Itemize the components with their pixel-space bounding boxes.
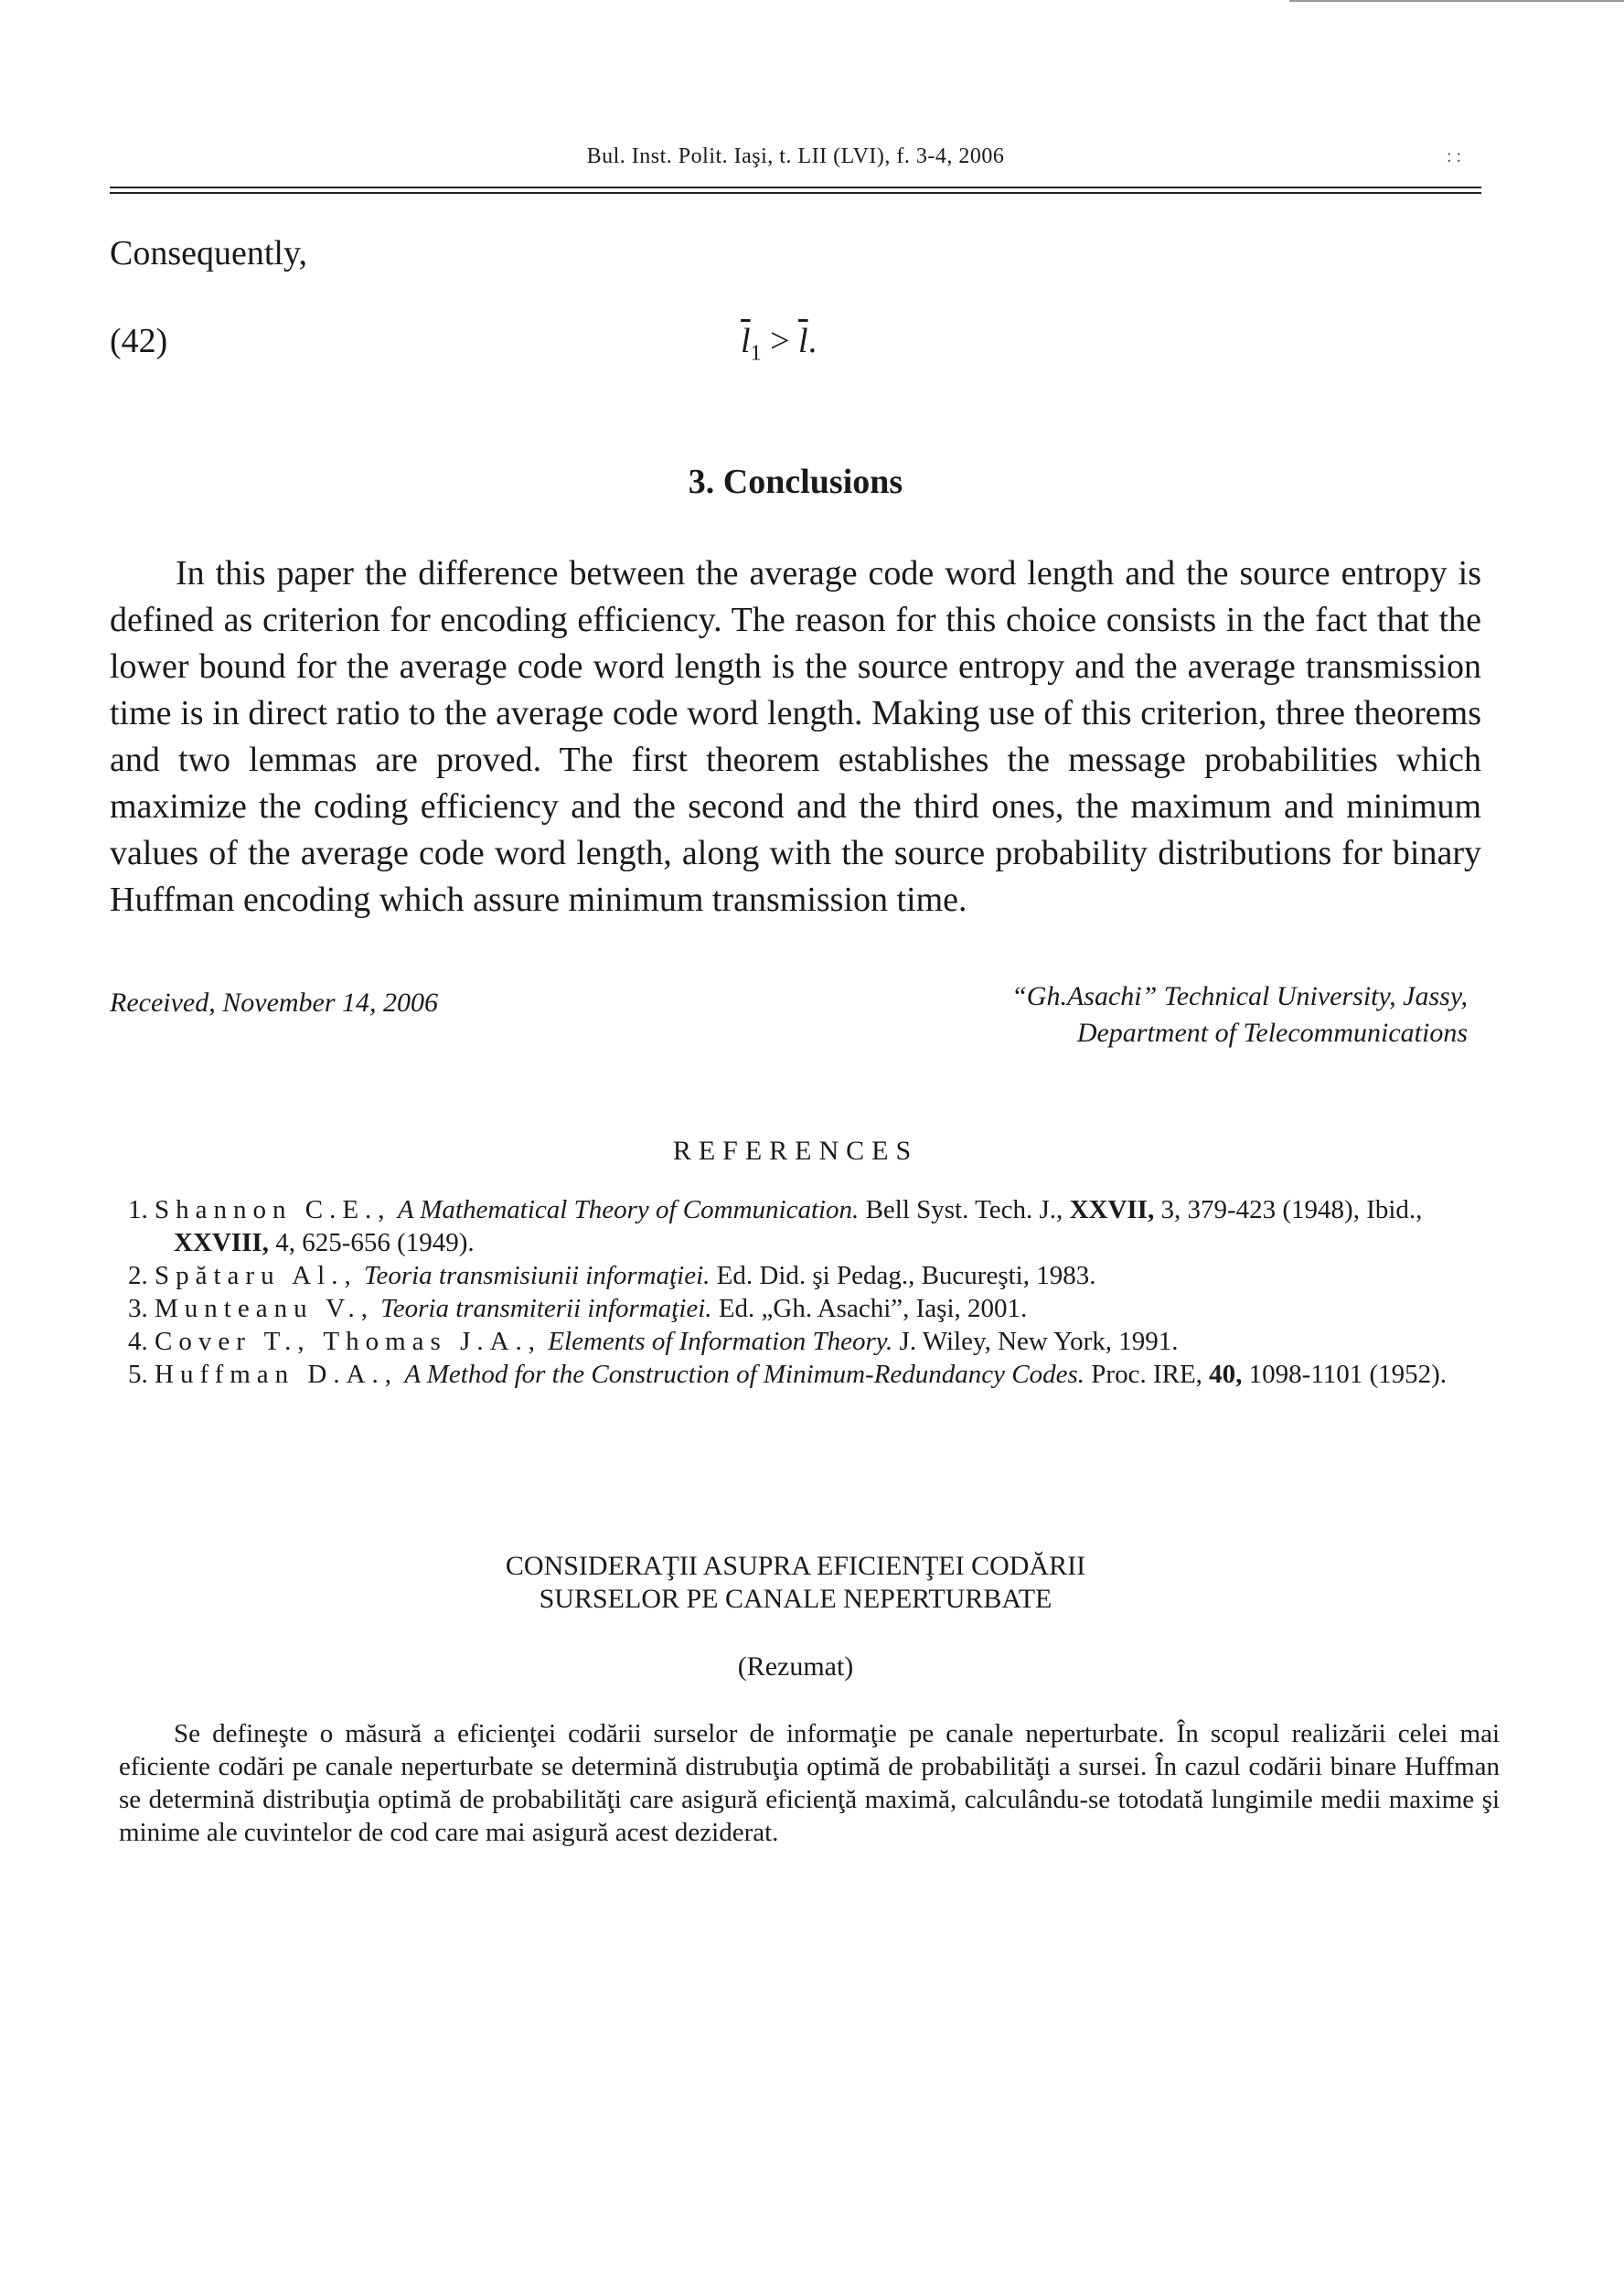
affiliation-line-1: “Gh.Asachi” Technical University, Jassy, xyxy=(1011,981,1468,1011)
reference-volume-2: XXVIII, xyxy=(174,1228,269,1257)
reference-source: Ed. „Gh. Asachi”, Iaşi, 2001. xyxy=(718,1294,1028,1323)
reference-pages-2: 4, 625-656 (1949). xyxy=(268,1228,475,1257)
reference-title: A Method for the Construction of Minimum-Redundancy Codes. xyxy=(404,1360,1085,1389)
equation-rhs: $\overline{l}$ xyxy=(798,322,808,360)
affiliation xyxy=(823,978,1468,1052)
reference-item xyxy=(128,1325,1490,1358)
equation-lhs: $\overline{l}$ xyxy=(741,322,751,360)
reference-title: Teoria transmisiunii informaţiei. xyxy=(364,1261,710,1290)
reference-item xyxy=(128,1292,1490,1325)
reference-author: Munteanu V., xyxy=(155,1294,375,1323)
reference-source: Bell Syst. Tech. J., xyxy=(865,1195,1063,1224)
equation-relation: > xyxy=(761,322,798,360)
reference-item xyxy=(128,1193,1490,1259)
equation-42 xyxy=(741,318,817,378)
conclusions-paragraph: In this paper the difference between the average code word length and the source entropy is defined as criterion for encoding efficiency. The reason for this choice consists in the fact that the lower bound for the average code word length is the source entropy and the average transmission time is in direct ratio to the average code word length. Making use of this criterion, three theorems and two lemmas are proved. The first theorem establishes the message probabilities which maximize the coding efficiency and the second and the third ones, the maximum and minimum values of the average code word length, along with the source probability distributions for binary Huffman encoding which assure minimum transmission time. xyxy=(110,554,1481,919)
reference-item xyxy=(128,1259,1490,1292)
equation-lhs-subscript: 1 xyxy=(750,341,762,366)
reference-item xyxy=(128,1358,1490,1391)
reference-author: Cover T., Thomas J.A., xyxy=(155,1327,542,1356)
scan-edge-line xyxy=(1289,0,1624,2)
reference-number: 1. xyxy=(128,1195,148,1224)
running-head: Bul. Inst. Polit. Iaşi, t. LII (LVI), f. 3-4, 2006 xyxy=(586,144,1005,168)
reference-title: A Mathematical Theory of Communication. xyxy=(397,1195,860,1224)
reference-volume: 40, xyxy=(1209,1360,1243,1389)
summary-paragraph: Se defineşte o măsură a eficienţei codării surselor de informaţie pe canale neperturbate. În scopul realizării celei mai eficiente codări pe canale neperturbate se determină distrubuţia optimă de probabilităţi a sursei. În cazul codării binare Huffman se determină distribuţia optimă de probabilităţi care asigură eficienţă maximă, calculându-se totodată lungimile medii maxime şi minime ale cuvintelor de cod care mai asigură acest deziderat. xyxy=(119,1719,1500,1847)
reference-source: Ed. Did. şi Pedag., Bucureşti, 1983. xyxy=(716,1261,1096,1290)
equation-period: . xyxy=(807,322,817,360)
header-rule-top xyxy=(110,187,1481,188)
summary-title-line-2: SURSELOR PE CANALE NEPERTURBATE xyxy=(539,1584,1052,1614)
reference-pages: 3, 379-423 (1948), Ibid., xyxy=(1154,1195,1423,1224)
affiliation-line-2: Department of Telecommunications xyxy=(1076,1018,1468,1048)
reference-volume: XXVII, xyxy=(1069,1195,1155,1224)
reference-number: 2. xyxy=(128,1261,148,1290)
page-mark: : : xyxy=(1447,146,1462,166)
reference-title: Teoria transmiterii informaţiei. xyxy=(380,1294,712,1323)
reference-source: J. Wiley, New York, 1991. xyxy=(899,1327,1179,1356)
section-title: 3. Conclusions xyxy=(688,463,903,501)
header-rule-bottom xyxy=(110,192,1481,194)
reference-number: 3. xyxy=(128,1294,148,1323)
summary-title xyxy=(110,1550,1481,1616)
summary-subtitle: (Rezumat) xyxy=(737,1651,854,1682)
reference-author: Huffman D.A., xyxy=(155,1360,399,1389)
references-heading: REFERENCES xyxy=(672,1136,919,1166)
reference-author: Spătaru Al., xyxy=(155,1261,358,1290)
summary-title-line-1: CONSIDERAŢII ASUPRA EFICIENŢEI CODĂRII xyxy=(505,1551,1086,1581)
received-date: Received, November 14, 2006 xyxy=(110,988,439,1018)
reference-number: 4. xyxy=(128,1327,148,1356)
equation-number: (42) xyxy=(110,322,168,360)
reference-source: Proc. IRE, xyxy=(1091,1360,1202,1389)
reference-number: 5. xyxy=(128,1360,148,1389)
consequently-text: Consequently, xyxy=(110,234,308,272)
reference-title: Elements of Information Theory. xyxy=(548,1327,893,1356)
references-list xyxy=(128,1193,1490,1391)
reference-pages: 1098-1101 (1952). xyxy=(1242,1360,1448,1389)
reference-author: Shannon C.E., xyxy=(155,1195,391,1224)
